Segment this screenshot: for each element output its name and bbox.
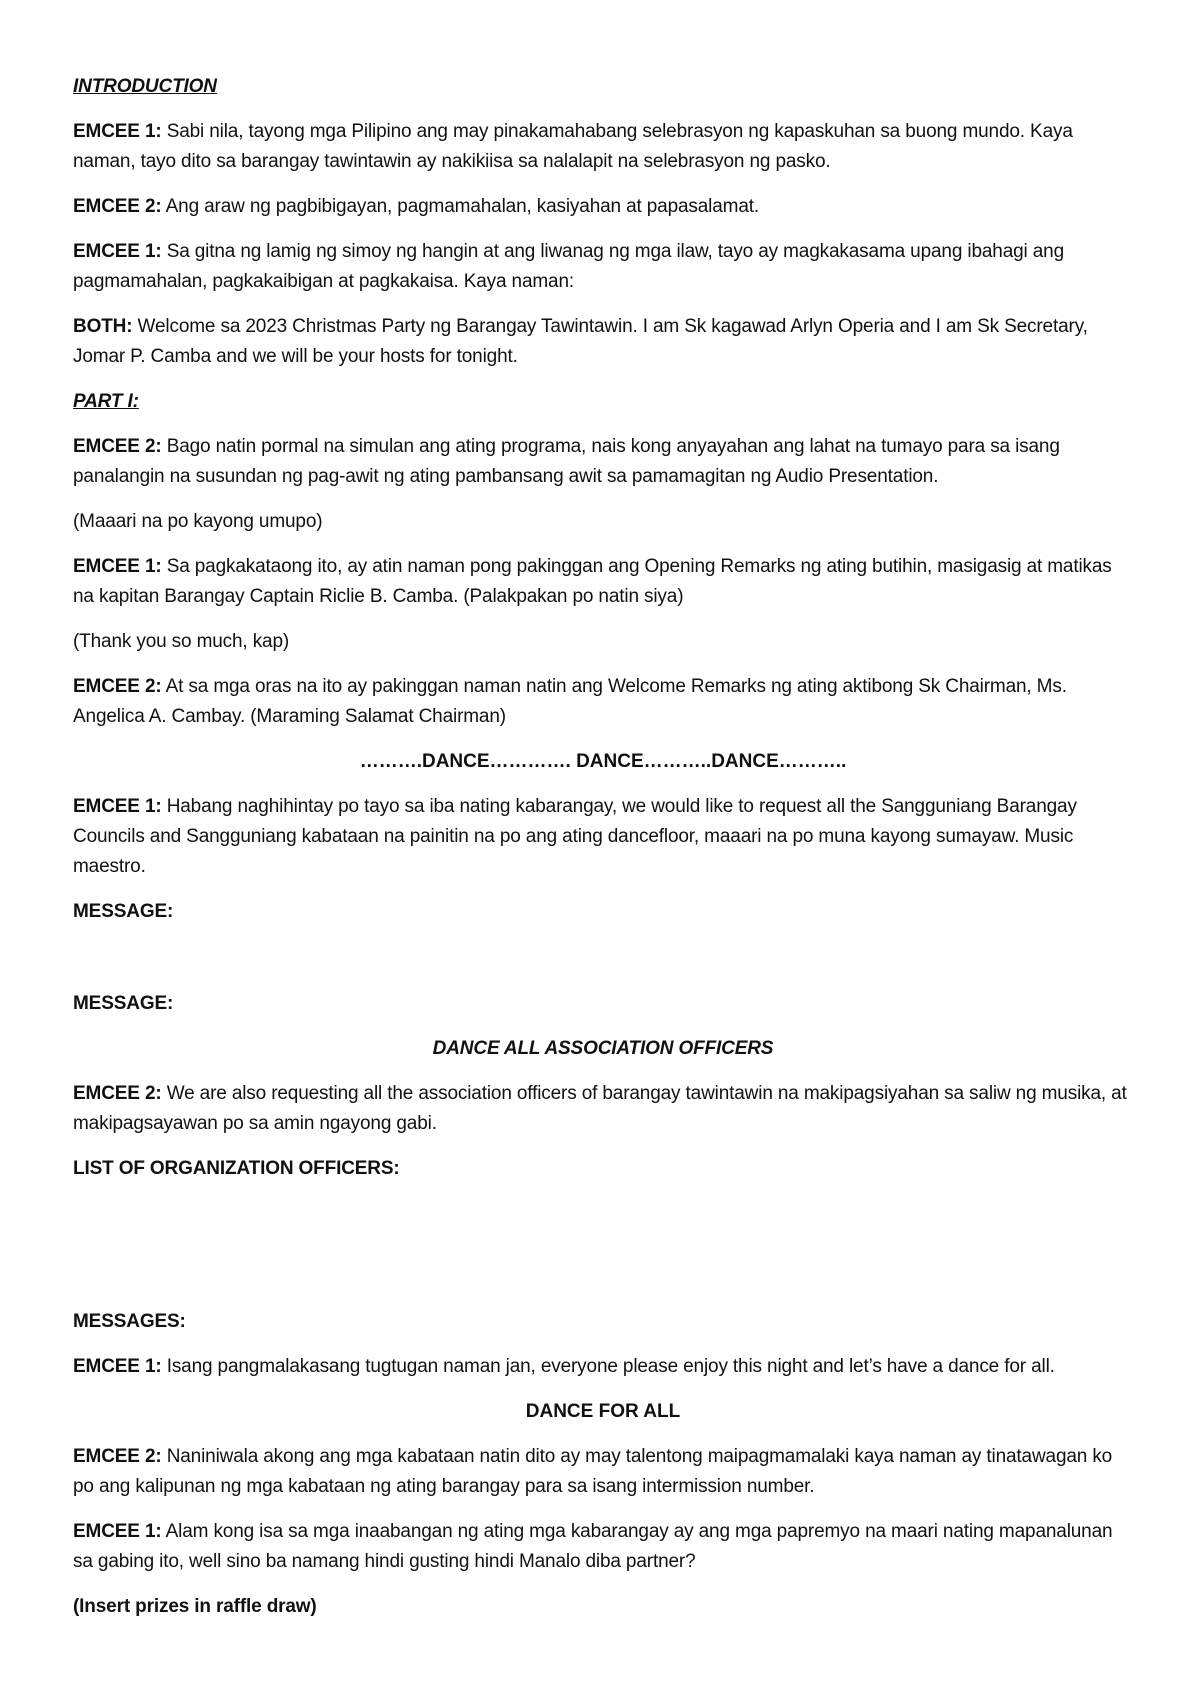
speaker-label: EMCEE 1:: [73, 1356, 162, 1377]
officers-paragraph: [73, 1079, 1133, 1139]
paragraph-text: At sa mga oras na ito ay pakinggan naman natin ang Welcome Remarks ng ating aktibong Sk Chairman, Ms. Angelica A. Cambay. (Maraming Salamat Chairman): [73, 676, 1067, 727]
paragraph-text: Habang naghihintay po tayo sa iba nating kabarangay, we would like to request all the Sangguniang Barangay Councils and Sangguniang kabataan na painitin na po ang ating dancefloor, maaari na po muna kayong sumayaw. Music maestro.: [73, 796, 1077, 877]
speaker-label: EMCEE 2:: [73, 1083, 162, 1104]
introduction-heading: INTRODUCTION: [73, 76, 217, 97]
dance-for-all-heading: DANCE FOR ALL: [525, 1401, 681, 1422]
blank-space: [73, 942, 1133, 989]
speaker-label: EMCEE 2:: [73, 676, 162, 697]
paragraph-text: Welcome sa 2023 Christmas Party ng Barangay Tawintawin. I am Sk kagawad Arlyn Operia and I am Sk Secretary, Jomar P. Camba and we will be your hosts for tonight.: [73, 316, 1088, 367]
speaker-label: EMCEE 2:: [73, 196, 162, 217]
speaker-label: EMCEE 1:: [73, 796, 162, 817]
part3-paragraph-2: [73, 1442, 1133, 1502]
list-of-officers-label: LIST OF ORGANIZATION OFFICERS:: [73, 1158, 400, 1179]
speaker-label: EMCEE 2:: [73, 436, 162, 457]
paragraph-text: Isang pangmalakasang tugtugan naman jan, everyone please enjoy this night and let’s have a dance for all.: [166, 1356, 1055, 1377]
paragraph-text: (Thank you so much, kap): [73, 631, 290, 652]
paragraph-text: Sa gitna ng lamig ng simoy ng hangin at ang liwanag ng mga ilaw, tayo ay magkakasama upang ibahagi ang pagmamahalan, pagkakaibigan at pagkakaisa. Kaya naman:: [73, 241, 1064, 292]
part1-heading: PART I:: [73, 391, 139, 412]
speaker-label: EMCEE 2:: [73, 1446, 162, 1467]
part1-paragraph-3: [73, 552, 1133, 612]
part1-paragraph-1: [73, 432, 1133, 492]
part1-paragraph-5: [73, 672, 1133, 732]
speaker-label: BOTH:: [73, 316, 133, 337]
blank-space: [73, 1199, 1133, 1307]
part2-paragraph-1: [73, 792, 1133, 882]
raffle-note: (Insert prizes in raffle draw): [73, 1596, 317, 1617]
intro-paragraph-2: [73, 192, 1133, 222]
part1-paragraph-2: [73, 507, 1133, 537]
document-page: [73, 72, 1133, 1622]
paragraph-text: Ang araw ng pagbibigayan, pagmamahalan, kasiyahan at papasalamat.: [165, 196, 760, 217]
message-label-2: MESSAGE:: [73, 993, 174, 1014]
speaker-label: EMCEE 1:: [73, 1521, 162, 1542]
intro-paragraph-3: [73, 237, 1133, 297]
paragraph-text: Naniniwala akong ang mga kabataan natin dito ay may talentong maipagmamalaki kaya naman ay tinatawagan ko po ang kalipunan ng mga kabataan ng ating barangay para sa isang intermission number.: [73, 1446, 1113, 1497]
dance-line: ……….DANCE…………. DANCE………..DANCE………..: [359, 751, 847, 772]
paragraph-text: Sa pagkakataong ito, ay atin naman pong pakinggan ang Opening Remarks ng ating butihin, masigasig at matikas na kapitan Barangay Captain Riclie B. Camba. (Palakpakan po natin siya): [73, 556, 1112, 607]
paragraph-text: Bago natin pormal na simulan ang ating programa, nais kong anyayahan ang lahat na tumayo para sa isang panalangin na susundan ng pag-awit ng ating pambansang awit sa pamamagitan ng Audio Presentation.: [73, 436, 1060, 487]
messages-label: MESSAGES:: [73, 1311, 186, 1332]
paragraph-text: Alam kong isa sa mga inaabangan ng ating mga kabarangay ay ang mga papremyo na maari nating mapanalunan sa gabing ito, well sino ba namang hindi gusting hindi Manalo diba partner?: [73, 1521, 1113, 1572]
dance-officers-heading: DANCE ALL ASSOCIATION OFFICERS: [432, 1038, 774, 1059]
message-label-1: MESSAGE:: [73, 901, 174, 922]
intro-paragraph-1: [73, 117, 1133, 177]
part1-paragraph-4: [73, 627, 1133, 657]
paragraph-text: (Maaari na po kayong umupo): [73, 511, 323, 532]
speaker-label: EMCEE 1:: [73, 241, 162, 262]
speaker-label: EMCEE 1:: [73, 556, 162, 577]
intro-paragraph-4: [73, 312, 1133, 372]
part3-paragraph-1: [73, 1352, 1133, 1382]
paragraph-text: Sabi nila, tayong mga Pilipino ang may pinakamahabang selebrasyon ng kapaskuhan sa buong mundo. Kaya naman, tayo dito sa barangay tawintawin ay nakikiisa sa nalalapit na selebrasyon ng pasko.: [73, 121, 1073, 172]
speaker-label: EMCEE 1:: [73, 121, 162, 142]
paragraph-text: We are also requesting all the association officers of barangay tawintawin na makipagsiyahan sa saliw ng musika, at makipagsayawan po sa amin ngayong gabi.: [73, 1083, 1127, 1134]
part3-paragraph-3: [73, 1517, 1133, 1577]
